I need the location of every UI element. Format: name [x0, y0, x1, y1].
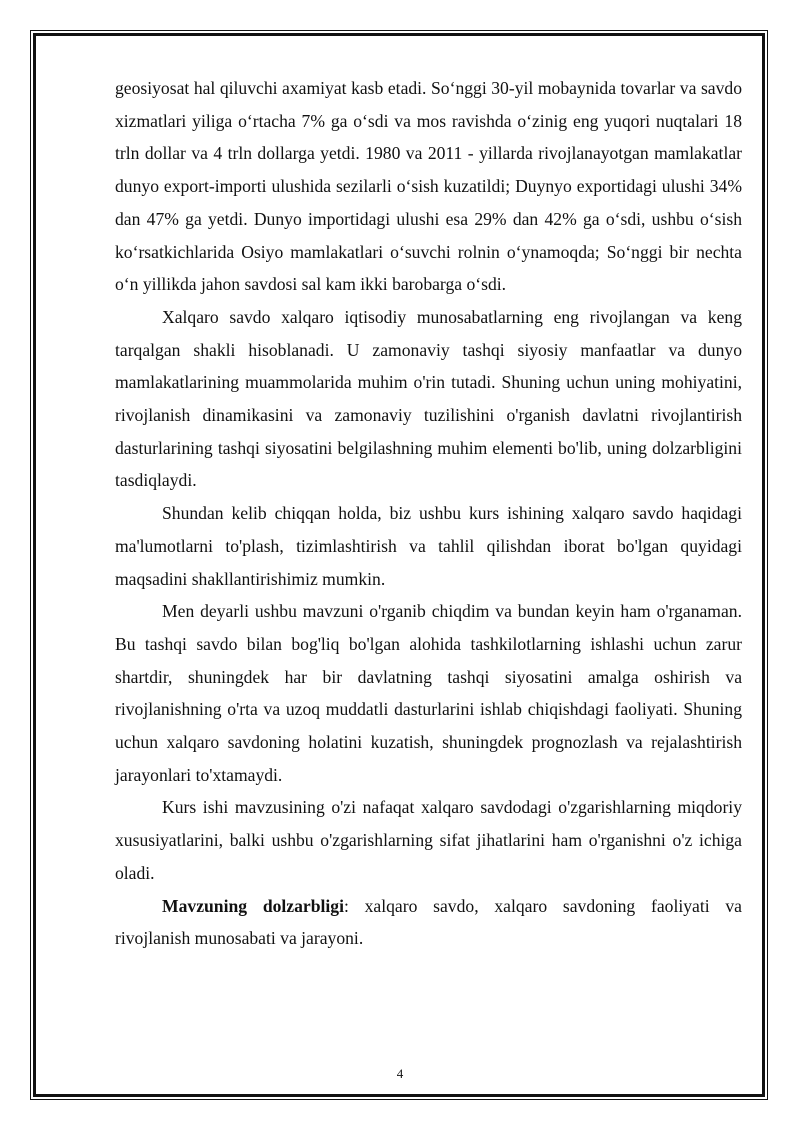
paragraph-course-goal: Shundan kelib chiqqan holda, biz ushbu kurs ishining xalqaro savdo haqidagi ma'lumotlarni to'plash, tizimlashtirish va tahlil qilishdan iborat bo'lgan quyidagi maqsadini shakllantirishimiz mumkin.: [115, 503, 742, 589]
paragraph-international-trade: Xalqaro savdo xalqaro iqtisodiy munosabatlarning eng rivojlangan va keng tarqalgan shakli hisoblanadi. U zamonaviy tashqi siyosiy manfaatlar va dunyo mamlakatlarining muammolarida muhim o'rin tutadi. Shuning uchun uning mohiyatini, rivojlanish dinamikasini va zamonaviy tuzilishini o'rganish davlatni rivojlantirish dasturlarining tashqi siyosatini belgilashning muhim elementi bo'lib, uning dolzarbligini tasdiqlaydi.: [115, 306, 742, 491]
paragraph-course-subject: Kurs ishi mavzusining o'zi nafaqat xalqaro savdodagi o'zgarishlarning miqdoriy xususiyatlarini, balki ushbu o'zgarishlarning sifat jihatlarini ham o'rganishni o'z ichiga oladi.: [115, 797, 742, 883]
relevance-heading: Mavzuning dolzarbligi: [162, 895, 344, 916]
paragraph-study-topic: Men deyarli ushbu mavzuni o'rganib chiqdim va bundan keyin ham o'rganaman. Bu tashqi savdo bilan bog'liq bo'lgan alohida tashkilotlarning ishlashi uchun zarur shartdir, shuningdek har bir davlatning tashqi siyosatini amalga oshirish va rivojlanishning o'rta va uzoq muddatli dasturlarini ishlab chiqishdagi faoliyati. Shuning uchun xalqaro savdoning holatini kuzatish, shuningdek prognozlash va rejalashtirish jarayonlari to'xtamaydi.: [115, 601, 742, 785]
page-number: 4: [396, 1066, 404, 1081]
paragraph-continuation: geosiyosat hal qiluvchi axamiyat kasb etadi. So‘nggi 30-yil mobaynida tovarlar va savdo xizmatlari yiliga o‘rtacha 7% ga o‘sdi va mos ravishda o‘zinig eng yuqori nuqtalari 18 trln dollar va 4 trln dollarga yetdi. 1980 va 2011 - yillarda rivojlanayotgan mamlakatlar dunyo export-importi ulushida sezilarli o‘sish kuzatildi; Duynyo exportidagi ulushi 34% dan 47% ga yetdi. Dunyo importidagi ulushi esa 29% dan 42% ga o‘sdi, ushbu o‘sish ko‘rsatkichlarida Osiyo mamlakatlari o‘suvchi rolnin o‘ynamoqda; So‘nggi bir nechta o‘n yillikda jahon savdosi sal kam ikki barobarga o‘sdi.: [115, 78, 742, 295]
page-body: [115, 72, 742, 955]
paragraph-topic-relevance: [115, 890, 742, 955]
relevance-text: : xalqaro savdo, xalqaro savdoning faoliyati va rivojlanish munosabati va jarayoni.: [115, 895, 742, 949]
